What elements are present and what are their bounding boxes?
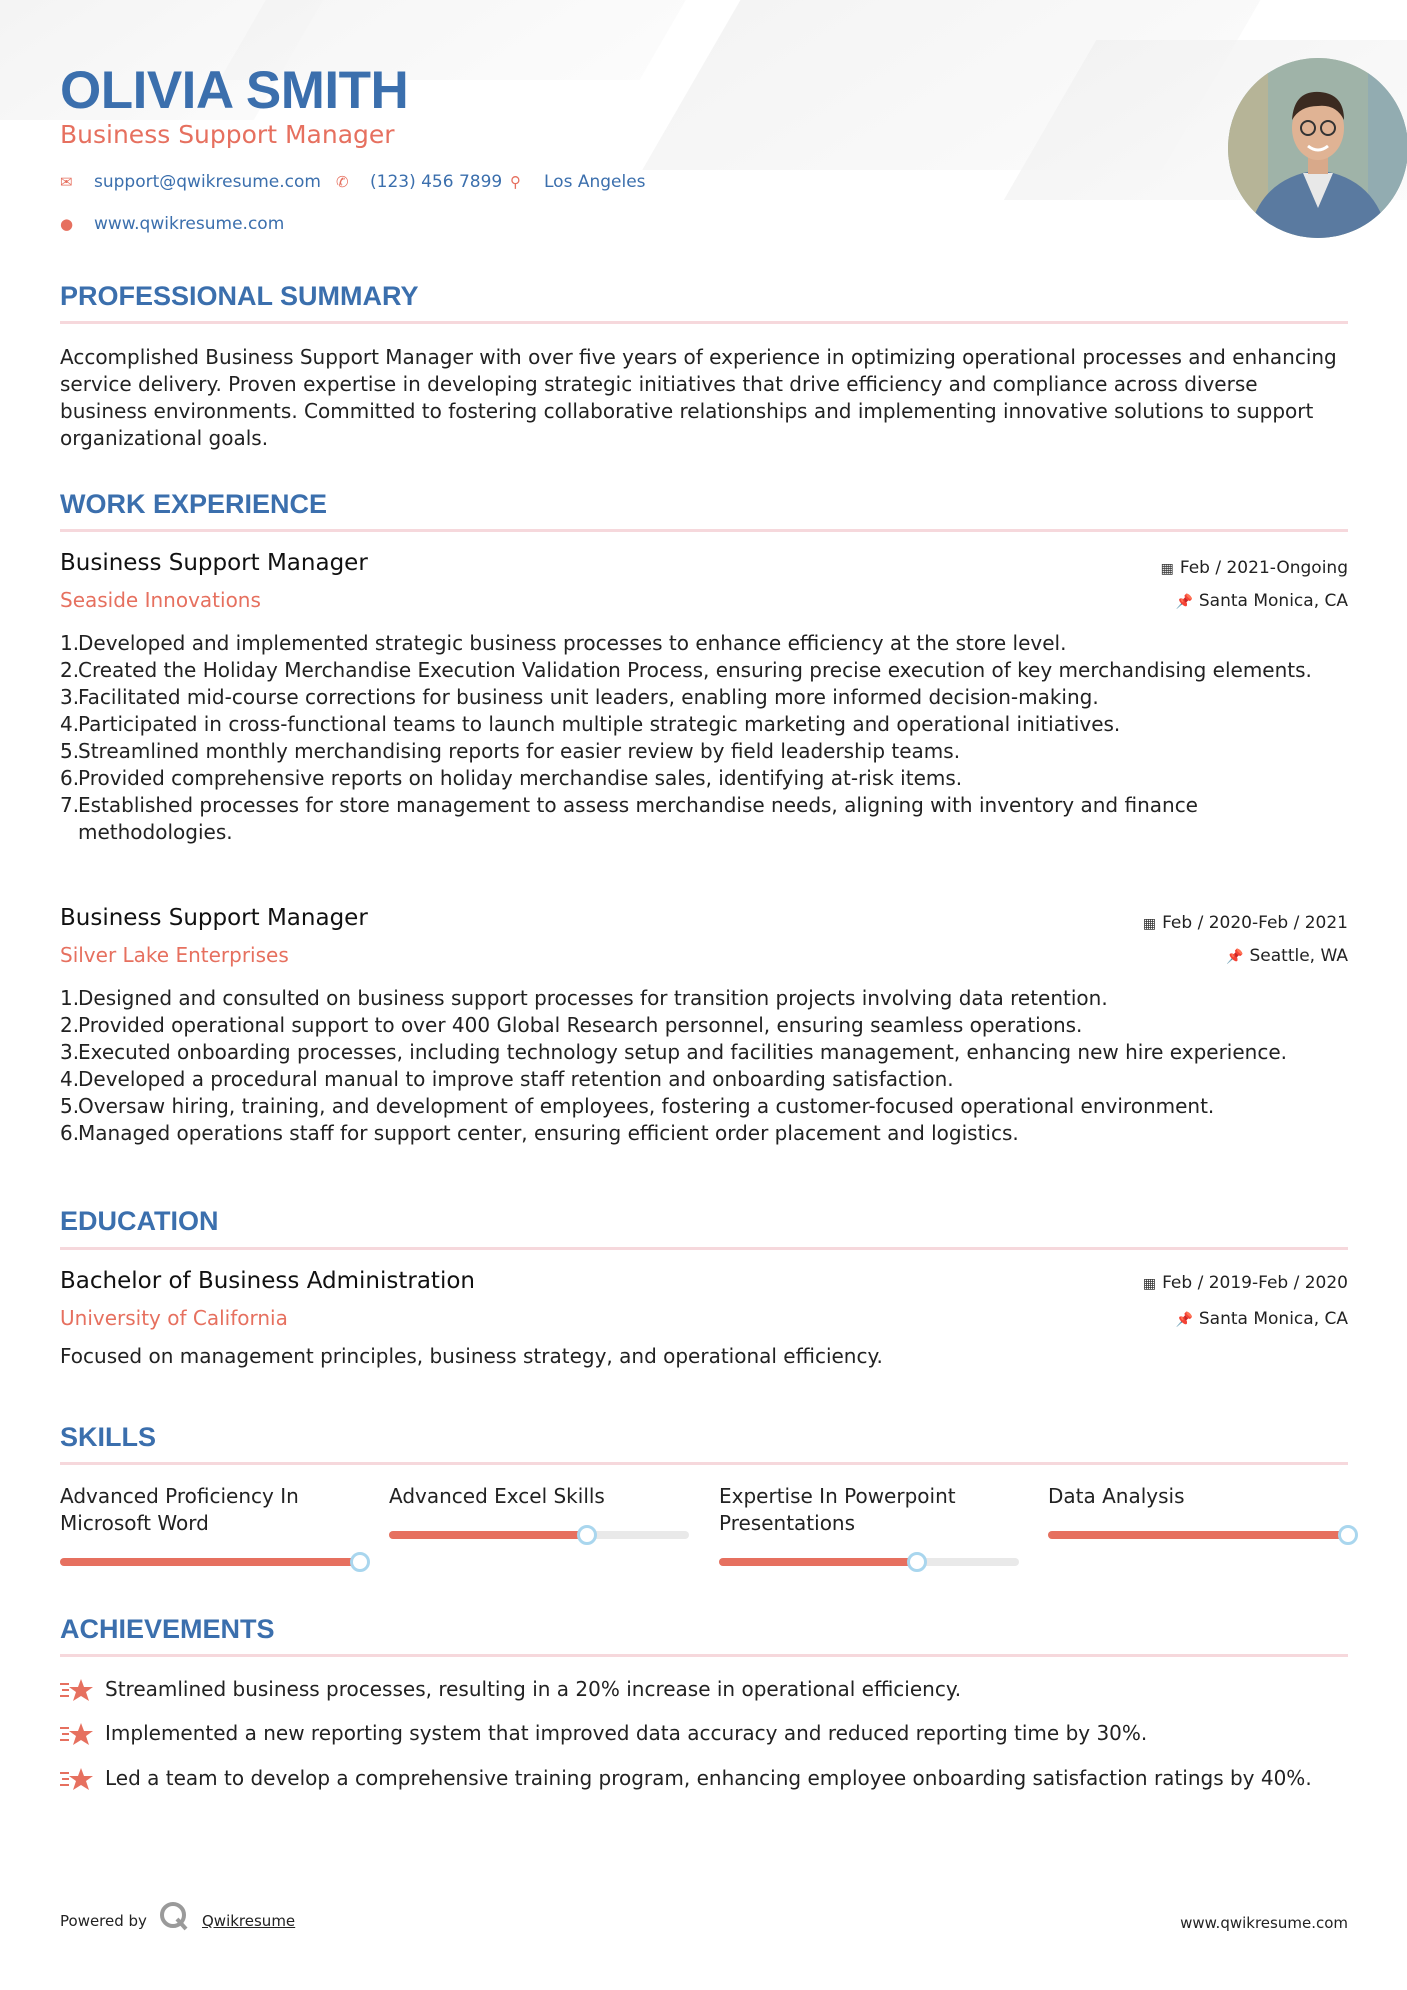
star-icon — [60, 1677, 94, 1703]
achievement-text: Implemented a new reporting system that improved data accuracy and reduced reporting time by 30%. — [105, 1721, 1148, 1745]
job-dates — [1143, 913, 1348, 933]
skill-name: Advanced Proficiency In Microsoft Word — [60, 1484, 299, 1535]
star-icon — [60, 1721, 94, 1747]
pushpin-icon: 📌 — [1226, 949, 1244, 965]
job-bullet-list — [60, 630, 1348, 846]
list-item: 1. Designed and consulted on business support processes for transition projects involving data retention. — [60, 986, 1108, 1010]
job-title: Business Support Manager — [60, 550, 368, 576]
job-dates — [1161, 558, 1348, 578]
calendar-icon: ▦ — [1160, 561, 1174, 577]
list-item: 6. Provided comprehensive reports on holiday merchandise sales, identifying at-risk items. — [60, 766, 963, 790]
education-location-text: Santa Monica, CA — [1198, 1309, 1348, 1329]
job-location — [1175, 591, 1348, 611]
education-divider — [60, 1247, 1348, 1250]
list-item: 6. Managed operations staff for support center, ensuring efficient order placement and logistics. — [60, 1121, 1019, 1145]
calendar-icon: ▦ — [1142, 916, 1157, 932]
list-item: 7. Established processes for store management to assess merchandise needs, aligning with inventory and finance methodologies. — [60, 793, 1198, 844]
skill-name: Data Analysis — [1048, 1484, 1185, 1508]
qwikresume-logo-icon — [158, 1900, 190, 1932]
calendar-icon: ▦ — [1142, 1276, 1157, 1292]
job-location-text: Seattle, WA — [1249, 946, 1348, 966]
brand-link[interactable]: Qwikresume — [202, 1912, 296, 1930]
map-pin-icon: ⚲ — [510, 173, 521, 191]
pushpin-icon: 📌 — [1175, 1312, 1193, 1328]
skills-heading: SKILLS — [60, 1422, 157, 1452]
job-dates-text: Feb / 2020-Feb / 2021 — [1162, 913, 1348, 933]
job-location-text: Santa Monica, CA — [1198, 591, 1348, 611]
candidate-title: Business Support Manager — [60, 120, 395, 149]
list-item: 4. Developed a procedural manual to improve staff retention and onboarding satisfaction. — [60, 1067, 954, 1091]
education-location — [1175, 1309, 1348, 1329]
skill-level-knob — [577, 1525, 597, 1545]
profile-photo — [1228, 58, 1407, 238]
list-item: 3. Executed onboarding processes, including technology setup and facilities management, enhancing new hire experience. — [60, 1040, 1287, 1064]
job-company: Silver Lake Enterprises — [60, 943, 289, 967]
skill-level-bar — [719, 1558, 1019, 1566]
summary-heading: PROFESSIONAL SUMMARY — [60, 281, 419, 311]
skill-level-fill — [1048, 1531, 1348, 1539]
powered-by-label: Powered by — [60, 1912, 147, 1930]
job-company: Seaside Innovations — [60, 588, 261, 612]
list-item: 5. Streamlined monthly merchandising reports for easier review by field leadership teams. — [60, 739, 961, 763]
achievements-divider — [60, 1654, 1348, 1657]
skill-level-bar — [389, 1531, 689, 1539]
skill-level-knob — [350, 1552, 370, 1572]
footer — [60, 1900, 1348, 1940]
job-dates-text: Feb / 2021-Ongoing — [1179, 558, 1348, 578]
education-dates — [1143, 1273, 1348, 1293]
education-school: University of California — [60, 1306, 288, 1330]
list-item: 3. Facilitated mid-course corrections for business unit leaders, enabling more informed decision-making. — [60, 685, 1099, 709]
footer-url[interactable]: www.qwikresume.com — [1180, 1914, 1348, 1932]
education-description: Focused on management principles, business strategy, and operational efficiency. — [60, 1344, 883, 1368]
skill-level-fill — [719, 1558, 917, 1566]
envelope-icon: ✉ — [60, 173, 73, 191]
contact-email-text: support@qwikresume.com — [94, 172, 321, 192]
list-item: 1. Developed and implemented strategic business processes to enhance efficiency at the store level. — [60, 631, 1067, 655]
job-bullet-list — [60, 985, 1348, 1147]
skills-divider — [60, 1462, 1348, 1465]
list-item: 2. Provided operational support to over 400 Global Research personnel, ensuring seamless operations. — [60, 1013, 1083, 1037]
skill-item — [1048, 1483, 1348, 1510]
skill-item — [60, 1483, 360, 1537]
contact-phone-text: (123) 456 7899 — [370, 172, 503, 192]
job-location — [1226, 946, 1348, 966]
pushpin-icon: 📌 — [1175, 594, 1193, 610]
achievement-text: Led a team to develop a comprehensive training program, enhancing employee onboarding satisfaction ratings by 40%. — [105, 1766, 1312, 1790]
skill-item — [389, 1483, 689, 1510]
skill-name: Advanced Excel Skills — [389, 1484, 605, 1508]
education-dates-text: Feb / 2019-Feb / 2020 — [1162, 1273, 1348, 1293]
skill-level-bar — [60, 1558, 360, 1566]
achievements-heading: ACHIEVEMENTS — [60, 1614, 275, 1644]
experience-divider — [60, 529, 1348, 532]
list-item: 4. Participated in cross-functional teams to launch multiple strategic marketing and operational initiatives. — [60, 712, 1121, 736]
summary-divider — [60, 321, 1348, 324]
skill-level-bar — [1048, 1531, 1348, 1539]
job-title: Business Support Manager — [60, 905, 368, 931]
skill-level-knob — [1338, 1525, 1358, 1545]
education-degree: Bachelor of Business Administration — [60, 1268, 475, 1294]
achievement-text: Streamlined business processes, resulting in a 20% increase in operational efficiency. — [105, 1677, 962, 1701]
phone-icon: ✆ — [336, 173, 349, 191]
globe-icon: ● — [60, 215, 74, 233]
summary-text: Accomplished Business Support Manager with over five years of experience in optimizing operational processes and enhancing service delivery. Proven expertise in developing strategic initiatives that drive efficiency and compliance across diverse business environments. Committed to fostering collaborative relationships and implementing innovative solutions to support organizational goals. — [60, 345, 1337, 450]
experience-heading: WORK EXPERIENCE — [60, 489, 328, 519]
skill-level-fill — [389, 1531, 587, 1539]
skill-level-fill — [60, 1558, 360, 1566]
candidate-name: OLIVIA SMITH — [60, 61, 409, 120]
contact-location-text: Los Angeles — [544, 172, 646, 192]
education-heading: EDUCATION — [60, 1206, 219, 1236]
list-item: 5. Oversaw hiring, training, and development of employees, fostering a customer-focused operational environment. — [60, 1094, 1215, 1118]
skill-level-knob — [907, 1552, 927, 1572]
list-item: 2. Created the Holiday Merchandise Execution Validation Process, ensuring precise execution of key merchandising elements. — [60, 658, 1312, 682]
skill-item — [719, 1483, 1019, 1537]
contact-website-text: www.qwikresume.com — [94, 214, 285, 234]
skill-name: Expertise In Powerpoint Presentations — [719, 1484, 956, 1535]
star-icon — [60, 1766, 94, 1792]
